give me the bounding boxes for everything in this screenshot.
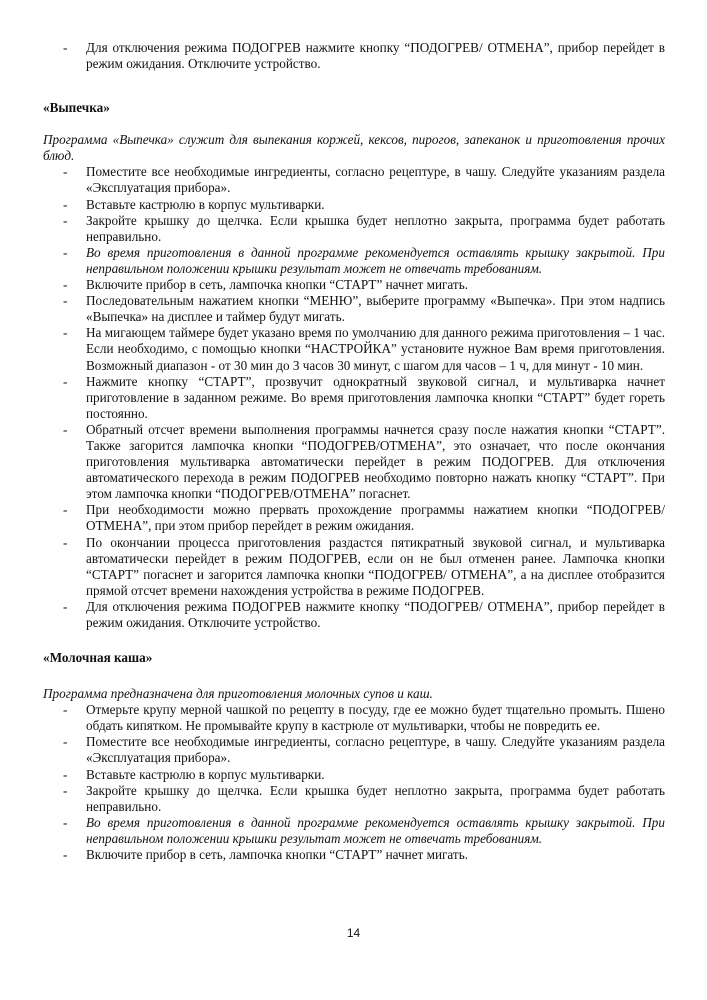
- list-item-text: Во время приготовления в данной программе рекомендуется оставлять крышку закрытой. При неправильном положении крышки результат может не отвечать требованиям.: [86, 814, 665, 846]
- list-item: [43, 374, 665, 422]
- list-dash: -: [63, 502, 68, 518]
- list-item-text: Поместите все необходимые ингредиенты, согласно рецептуре, в чашу. Следуйте указаниям раздела «Эксплуатация прибора».: [86, 164, 665, 196]
- list-item: [43, 245, 665, 277]
- list-dash: -: [63, 244, 68, 260]
- page-number: 14: [346, 926, 361, 940]
- list-item-text: Закройте крышку до щелчка. Если крышка будет неплотно закрыта, программа будет работать неправильно.: [86, 212, 665, 244]
- list-item-text: Во время приготовления в данной программе рекомендуется оставлять крышку закрытой. При неправильном положении крышки результат может не отвечать требованиям.: [86, 244, 665, 276]
- list-dash: -: [63, 734, 68, 750]
- list-dash: -: [63, 373, 68, 389]
- top-list: [43, 40, 665, 72]
- list-item: [43, 847, 665, 863]
- list-item: [43, 734, 665, 766]
- list-dash: -: [63, 782, 68, 798]
- list-item: [43, 325, 665, 373]
- list-dash: -: [63, 534, 68, 550]
- list-item-text: На мигающем таймере будет указано время по умолчанию для данного режима приготовления – 1 час. Если необходимо, с помощью кнопки “НАСТРОЙКА” установите нужное Вам время приготовления. Возможный диапазон - от 30 мин до 3 часов 30 минут, с шагом для часов – 1 ч, для минут - 10 мин.: [86, 325, 665, 373]
- section-title-milk-porridge: «Молочная каша»: [43, 650, 153, 666]
- list-item-text: Последовательным нажатием кнопки “МЕНЮ”, выберите программу «Выпечка». При этом надпись «Выпечка» на дисплее и таймер будут мигать.: [86, 293, 665, 325]
- list-dash: -: [63, 814, 68, 830]
- list-item-text: Для отключения режима ПОДОГРЕВ нажмите кнопку “ПОДОГРЕВ/ ОТМЕНА”, прибор перейдет в режим ожидания. Отключите устройство.: [86, 598, 665, 630]
- list-dash: -: [63, 421, 68, 437]
- section-intro-baking: Программа «Выпечка» служит для выпекания коржей, кексов, пирогов, запеканок и приготовления прочих блюд.: [43, 132, 665, 164]
- list-item-text: Включите прибор в сеть, лампочка кнопки “СТАРТ” начнет мигать.: [86, 277, 469, 293]
- list-item-text: Вставьте кастрюлю в корпус мультиварки.: [86, 766, 325, 782]
- list-item: [43, 783, 665, 815]
- milk-porridge-steps-list: [43, 702, 665, 863]
- list-item: [43, 422, 665, 502]
- list-item: [43, 502, 665, 534]
- list-dash: -: [63, 40, 68, 55]
- list-item: [43, 702, 665, 734]
- list-item-text: Закройте крышку до щелчка. Если крышка будет неплотно закрыта, программа будет работать неправильно.: [86, 782, 665, 814]
- list-dash: -: [63, 196, 68, 212]
- list-item-text: Вставьте кастрюлю в корпус мультиварки.: [86, 196, 325, 212]
- list-item: [43, 277, 665, 293]
- section-title-baking: «Выпечка»: [43, 100, 110, 116]
- list-dash: -: [63, 702, 68, 718]
- list-item: [43, 213, 665, 245]
- list-item: [43, 197, 665, 213]
- list-item: [43, 164, 665, 196]
- list-item: [43, 767, 665, 783]
- list-item-text: Обратный отсчет времени выполнения программы начнется сразу после нажатия кнопки “СТАРТ”. Также загорится лампочка кнопки “ПОДОГРЕВ/ОТМЕНА”, это означает, что после окончания приготовления мультиварка автоматически перейдет в режим ПОДОГРЕВ. Для отключения автоматического перехода в режим ПОДОГРЕВ необходимо повторно нажать кнопку “СТАРТ”. При этом лампочка кнопки “ПОДОГРЕВ/ОТМЕНА” погаснет.: [86, 421, 665, 502]
- list-dash: -: [63, 293, 68, 309]
- list-item: [43, 815, 665, 847]
- list-dash: -: [63, 766, 68, 782]
- list-item-text: Для отключения режима ПОДОГРЕВ нажмите кнопку “ПОДОГРЕВ/ ОТМЕНА”, прибор перейдет в режим ожидания. Отключите устройство.: [86, 40, 665, 72]
- list-dash: -: [63, 325, 68, 341]
- list-item: [43, 535, 665, 599]
- list-dash: -: [63, 164, 68, 180]
- list-item-text: При необходимости можно прервать прохождение программы нажатием кнопки “ПОДОГРЕВ/ ОТМЕНА”, при этом прибор перейдет в режим ожидания.: [86, 502, 665, 534]
- list-item-text: Включите прибор в сеть, лампочка кнопки “СТАРТ” начнет мигать.: [86, 847, 469, 863]
- list-item: [43, 40, 665, 72]
- list-dash: -: [63, 212, 68, 228]
- list-dash: -: [63, 847, 68, 863]
- list-item-text: Поместите все необходимые ингредиенты, согласно рецептуре, в чашу. Следуйте указаниям раздела «Эксплуатация прибора».: [86, 734, 665, 766]
- section-intro-milk-porridge: Программа предназначена для приготовления молочных супов и каш.: [43, 686, 433, 702]
- list-item: [43, 599, 665, 631]
- list-item-text: По окончании процесса приготовления раздастся пятикратный звуковой сигнал, и мультиварка автоматически перейдет в режим ПОДОГРЕВ, если он не был отменен ранее. Лампочка кнопки “СТАРТ” погаснет и загорится лампочка кнопки “ПОДОГРЕВ/ ОТМЕНА”, а на дисплее отобразится прямой отсчет времени нахождения устройства в режиме ПОДОГРЕВ.: [86, 534, 665, 598]
- baking-steps-list: [43, 164, 665, 631]
- list-item-text: Нажмите кнопку “СТАРТ”, прозвучит однократный звуковой сигнал, и мультиварка начнет приготовление в заданном режиме. Во время приготовления лампочка кнопки “СТАРТ” будет гореть постоянно.: [86, 373, 665, 421]
- list-item: [43, 293, 665, 325]
- list-dash: -: [63, 277, 68, 293]
- list-dash: -: [63, 598, 68, 614]
- list-item-text: Отмерьте крупу мерной чашкой по рецепту в посуду, где ее можно будет тщательно промыть. Пшено обдать кипятком. Не промывайте крупу в кастрюле от мультиварки, чтобы не повредить ее.: [86, 702, 665, 734]
- page-content: [43, 40, 665, 863]
